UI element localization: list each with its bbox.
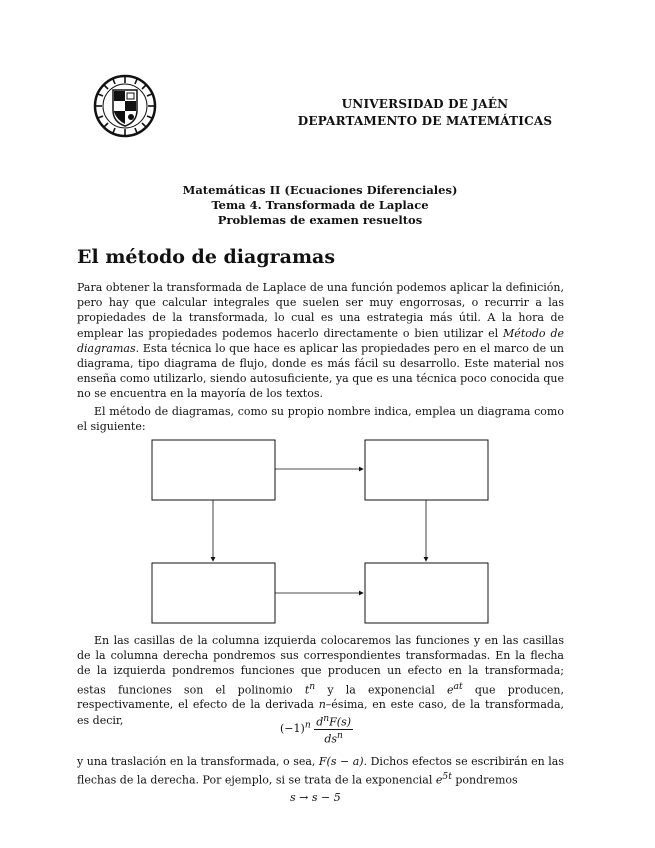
bottom-right-box [365,563,488,623]
derivative-fraction [314,713,353,745]
var-n: n [318,698,326,712]
institution-header [290,96,560,130]
text: que producen, respectivamente, el efecto de la derivada [77,683,564,712]
text: y una traslación en la transformada, o sea, [77,755,319,768]
shift-formula: s → s − 5 [290,791,341,804]
derivative-formula [280,713,353,745]
intro-text-cont: . Esta técnica lo que hace es aplicar las propiedades pero en el marco de un diagrama, tipo diagrama de flujo, donde es más fácil su desarrollo. Este material nos enseña como utilizarlo, siendo autosuficiente, ya que es una técnica poco conocida que no se encuentra en la mayoría de los textos. [77,341,564,401]
text: pondremos [451,773,518,787]
den-ds: ds [324,732,338,746]
text: En las casillas de la columna izquierda colocaremos las funciones y en las casillas de la columna derecha pondremos sus correspondientes transformadas. En la flecha de la izquierda pondremos funciones que producen un efecto en la transformada; estas funciones son el polinomio [77,634,564,697]
var-e: e [435,773,443,787]
den-exp: n [337,729,343,741]
exp-at: at [453,680,463,692]
department-name: DEPARTAMENTO DE MATEMÁTICAS [297,114,553,128]
shift-paragraph [77,754,564,788]
exp-n: n [309,680,316,692]
text: y la exponencial [315,683,448,697]
shift-expr: F(s − a) [318,755,364,768]
num-d: d [316,715,324,729]
bottom-left-box [152,563,275,623]
text: . Dichos efectos se escribirán en las flechas de la derecha. Por ejemplo, si se trata de la exponencial [77,755,564,787]
topic-title: Tema 4. Transformada de Laplace [211,198,429,212]
text: –ésima, en este caso, de la transformada, es decir, [77,698,565,727]
intro-paragraph [77,280,564,402]
top-left-box [152,440,275,500]
var-t: t [304,683,310,697]
var-e: e [447,683,454,697]
method-diagram [150,438,490,628]
num-F: F(s) [329,715,352,729]
intro-text: Para obtener la transformada de Laplace de una función podemos aplicar la definición, pero hay que calcular integrales que suelen ser muy engorrosas, o recurrir a las propiedades de la transformada, lo cual es una estrategia más útil. A la hora de emplear las propiedades podemos hacerlo directamente o bien utilizar el [77,281,564,340]
exp-5t: 5t [442,771,452,783]
top-right-box [365,440,488,500]
sign-exponent: n [304,719,311,731]
num-exp: n [323,713,330,724]
diagram-intro-paragraph: El método de diagramas, como su propio nombre indica, emplea un diagrama como el siguiente: [77,405,564,434]
university-name: UNIVERSIDAD DE JAÉN [341,97,509,111]
course-info [150,183,490,228]
course-title: Matemáticas II (Ecuaciones Diferenciales) [182,183,458,197]
sign-factor: (−1) [280,722,305,736]
document-subtitle: Problemas de examen resueltos [217,213,423,227]
section-title: El método de diagramas [77,246,336,268]
university-seal-icon [93,74,157,138]
method-name: Método de diagramas [77,326,564,355]
